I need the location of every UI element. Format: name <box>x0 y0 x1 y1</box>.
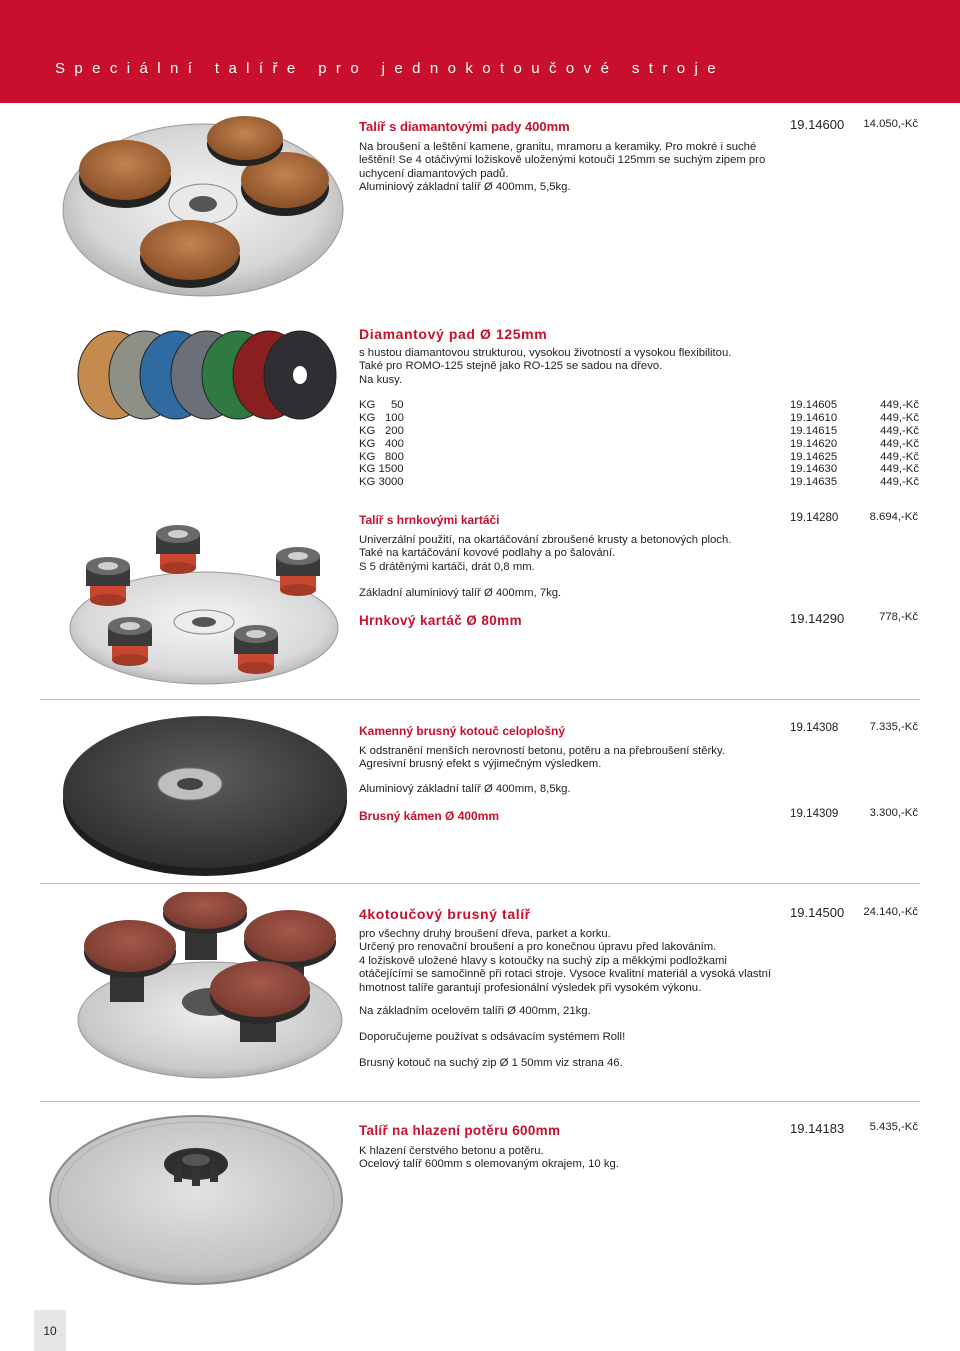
section-title: Talíř s hrnkovými kartáči <box>359 513 500 527</box>
description-line: Na kusy. <box>359 373 403 386</box>
recommendation-text: Doporučujeme používat s odsávacím systémem Roll! <box>359 1031 626 1043</box>
description-line: Také na kartáčování kovové podlahy a po šalování. <box>359 547 616 560</box>
description-line: S 5 drátěnými kartáči, drát 0,8 mm. <box>359 560 535 573</box>
product-code: 19.14183 <box>790 1121 845 1136</box>
accessory-price: 778,-Kč <box>879 611 918 623</box>
cup-brush-plate-image <box>68 518 340 688</box>
grit-label: KG <box>359 451 376 463</box>
four-disc-grinding-plate-image <box>70 892 345 1084</box>
accessory-price: 3.300,-Kč <box>869 807 918 819</box>
section-divider <box>40 883 920 884</box>
product-price: 5.435,-Kč <box>869 1121 918 1133</box>
accessory-title: Brusný kámen Ø 400mm <box>359 809 500 823</box>
grit-label: KG <box>359 399 376 411</box>
product-price: 24.140,-Kč <box>863 906 918 918</box>
section-title: 4kotoučový brusný talíř <box>359 906 531 922</box>
description-line: K hlazení čerstvého betonu a potěru. <box>359 1145 544 1157</box>
description-line: leštění! Se 4 otáčivými ložiskově uloženými kotouči 125mm se suchým zipem pro <box>359 154 766 167</box>
product-price: 7.335,-Kč <box>869 721 918 733</box>
cup-brush-icon <box>156 525 200 574</box>
accessory-code: 19.14309 <box>790 807 839 820</box>
cup-brush-icon <box>86 557 130 606</box>
product-code: 19.14635 <box>790 476 838 488</box>
page-number: 10 <box>43 1324 57 1338</box>
base-plate-info: Na základním ocelovém talíři Ø 400mm, 21kg. <box>359 1005 591 1017</box>
product-code: 19.14615 <box>790 425 838 437</box>
cup-brush-icon <box>108 617 152 666</box>
product-description <box>359 347 731 387</box>
accessory-code: 19.14290 <box>790 611 845 626</box>
table-row <box>359 425 919 438</box>
description-line: s hustou diamantovou strukturou, vysokou životností a vysokou flexibilitou. <box>359 347 732 359</box>
product-code: 19.14500 <box>790 905 845 920</box>
product-code: 19.14605 <box>790 399 838 411</box>
section-title: Talíř na hlazení potěru 600mm <box>359 1123 561 1138</box>
table-row <box>359 412 919 425</box>
description-line: Univerzální použití, na okartáčování zbroušené krusty a betonových ploch. <box>359 534 732 546</box>
reference-note: Brusný kotouč na suchý zip Ø 1 50mm viz strana 46. <box>359 1057 623 1069</box>
description-line: Agresivní brusný efekt s výjimečným výsledkem. <box>359 758 602 771</box>
stone-disc-image <box>60 708 350 878</box>
grit-label: KG 1500 <box>359 463 404 475</box>
description-line: Ocelový talíř 600mm s olemovaným okrajem, 10 kg. <box>359 1158 619 1171</box>
description-line: Na broušení a leštění kamene, granitu, mramoru a keramiky. Pro mokré i suché <box>359 141 757 153</box>
product-code: 19.14308 <box>790 721 839 734</box>
grit-value: 400 <box>385 438 404 450</box>
grit-value: 100 <box>385 412 404 424</box>
product-code: 19.14625 <box>790 451 838 463</box>
section-title: Kamenný brusný kotouč celoplošný <box>359 724 566 738</box>
description-line: pro všechny druhy broušení dřeva, parket a korku. <box>359 928 611 940</box>
cup-brush-icon <box>276 547 320 596</box>
product-description <box>359 534 731 574</box>
product-price: 8.694,-Kč <box>869 511 918 523</box>
product-price: 449,-Kč <box>880 438 919 450</box>
table-row <box>359 438 919 451</box>
description-line: Aluminiový základní talíř Ø 400mm, 5,5kg. <box>359 181 571 194</box>
description-line: otáčejícími se samočinně při rotaci stroje. Vysoce kvalitní materiál a vysoká vlastní <box>359 968 772 981</box>
description-line: K odstranění menších nerovností betonu, potěru a na přebroušení stěrky. <box>359 745 725 757</box>
product-price: 449,-Kč <box>880 412 919 424</box>
table-row <box>359 399 919 412</box>
section-divider <box>40 699 920 700</box>
product-code: 19.14620 <box>790 438 838 450</box>
grit-value: 50 <box>391 399 404 411</box>
product-description <box>359 928 771 995</box>
base-plate-info: Aluminiový základní talíř Ø 400mm, 8,5kg. <box>359 783 571 795</box>
screed-smoothing-plate-image <box>46 1108 346 1288</box>
product-price: 449,-Kč <box>880 399 919 411</box>
product-code: 19.14630 <box>790 463 838 475</box>
product-code: 19.14610 <box>790 412 838 424</box>
grit-label: KG <box>359 425 376 437</box>
section-title: Diamantový pad Ø 125mm <box>359 326 548 342</box>
product-price: 449,-Kč <box>880 451 919 463</box>
table-row <box>359 463 919 476</box>
description-line: Určený pro renovační broušení a pro konečnou úpravu před lakováním. <box>359 941 717 954</box>
page-header-title: Speciální talíře pro jednokotoučové stroje <box>55 60 725 77</box>
product-code: 19.14280 <box>790 511 839 524</box>
section-divider <box>40 1101 920 1102</box>
header-band <box>0 0 960 103</box>
product-description <box>359 1145 619 1172</box>
grit-label: KG <box>359 412 376 424</box>
grit-value: 800 <box>385 451 404 463</box>
base-plate-info: Základní aluminiový talíř Ø 400mm, 7kg. <box>359 587 562 599</box>
description-line: Také pro ROMO-125 stejně jako RO-125 se sadou na dřevo. <box>359 360 663 373</box>
product-description <box>359 141 765 195</box>
description-line: 4 ložiskově uložené hlavy s kotoučky na suchý zip a měkkými podložkami <box>359 954 727 967</box>
grit-label: KG 3000 <box>359 476 404 488</box>
product-price: 449,-Kč <box>880 425 919 437</box>
product-description <box>359 745 725 772</box>
description-line: hmotnost talíře garantují profesionální výsledek při vysokém výkonu. <box>359 981 702 994</box>
grit-label: KG <box>359 438 376 450</box>
table-row <box>359 476 919 489</box>
product-price: 449,-Kč <box>880 463 919 475</box>
product-code: 19.14600 <box>790 117 845 132</box>
description-line: uchycení diamantových padů. <box>359 167 509 180</box>
diamond-pad-plate-image <box>55 110 345 300</box>
product-price: 14.050,-Kč <box>863 118 918 130</box>
section-title: Talíř s diamantovými pady 400mm <box>359 119 570 134</box>
page-number-box <box>34 1310 66 1351</box>
cup-brush-icon <box>234 625 278 674</box>
grit-value: 200 <box>385 425 404 437</box>
accessory-title: Hrnkový kartáč Ø 80mm <box>359 613 522 628</box>
product-price: 449,-Kč <box>880 476 919 488</box>
diamond-pads-image <box>72 328 342 423</box>
